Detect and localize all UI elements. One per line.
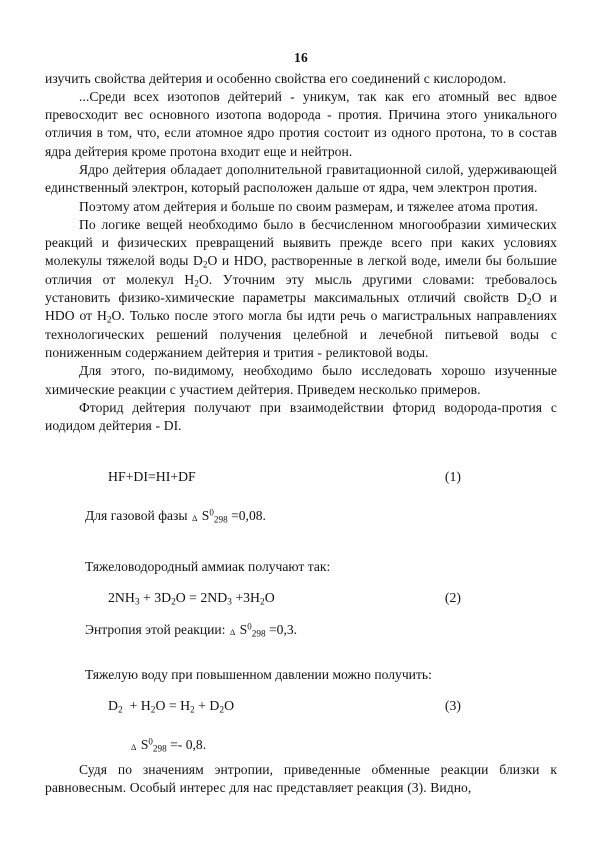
spacer (45, 435, 557, 468)
intro-heavy-water: Тяжелую воду при повышенном давлении можно получить: (85, 666, 432, 682)
page-number: 16 (294, 50, 308, 65)
equation-3-formula: $D_2 + H_2O = H_2 + D_2O$ (108, 698, 235, 716)
paragraph-atom-size: Поэтому атом дейтерия и больше по своим размерам, и тяжелее атома протия. (79, 198, 538, 214)
spacer (45, 576, 557, 589)
paragraph-nucleus: Ядро дейтерия обладает дополнительной гравитационной силой, удерживающей единственный электрон, который расположен дальше от ядра, чем электрон протия. (45, 162, 557, 196)
spacer (45, 608, 557, 621)
entropy-note-reaction-2: Энтропия этой реакции: Δ $S^0_{298} =0,3$. (85, 621, 298, 639)
equation-3-number: (3) (444, 698, 461, 714)
entropy-note-reaction-3: Δ $S^0_{298} =- 0,8$. (131, 736, 207, 753)
equation-3-row (45, 697, 557, 715)
equation-1-formula: HF+DI=HI+DF (108, 469, 196, 485)
equation-2-row (45, 589, 557, 607)
spacer (45, 639, 557, 666)
paragraph-conclusion: Судя по значениям энтропии, приведенные обменные реакции близки к равновесным. Особый интерес для нас представляет реакция (3). Видно, (45, 761, 557, 796)
paragraph-isotopes: ...Среди всех изотопов дейтерий - уникум, так как его атомный вес вдвое превосходит вес основного изотопа водорода - протия. Причина этого уникального отличия в том, что, если атомное ядро протия состоит из одного протона, то в состав ядра дейтерия кроме протона входит еще и нейтрон. (45, 88, 557, 159)
equation-1-number: (1) (444, 469, 461, 485)
spacer (45, 487, 557, 507)
intro-heavy-ammonia: Тяжеловодородный аммиак получают так: (85, 559, 331, 575)
entropy-note-gas-phase: Для газовой фазы Δ $S^0_{298} =0,08$. (85, 507, 266, 525)
paragraph-fluoride: Фторид дейтерия получают при взаимодействии фторид водорода-протия с иодидом дейтерия - DI. (45, 399, 557, 434)
spacer (45, 716, 557, 736)
paragraph-logic: По логике вещей необходимо было в бесчисленном многообразии химических реакций и физических превращений выявить прежде всего при каких условиях молекулы тяжелой воды $D_2O$ и HDO, растворенные в легкой воде, имели бы большие отличия от молекул $H_2O$. Уточним эту мысль другими словами: требовалось установить физико-химические параметры максимальных отличий свойств $D_2O$ и HDO от $H_2O$. Только после этого могла бы идти речь о магистральных направлениях технологических решений получения целебной и лечебной питьевой воды с пониженным содержанием дейтерия и трития - реликтовой воды. (45, 216, 557, 360)
spacer (45, 754, 557, 761)
spacer (45, 684, 557, 697)
equation-2-number: (2) (444, 590, 461, 606)
equation-2-formula: $2NH_3 + 3D_2O = 2ND_3 +3H_2O$ (108, 590, 275, 608)
spacer (45, 525, 557, 558)
paragraph-intro: изучить свойства дейтерия и особенно свойства его соединений с кислородом. (45, 70, 507, 86)
paragraph-research: Для этого, по-видимому, необходимо было исследовать хорошо изученные химические реакции с участием дейтерия. Приведем несколько примеров. (45, 363, 557, 397)
page-content (45, 50, 557, 797)
equation-1-row (45, 468, 557, 486)
